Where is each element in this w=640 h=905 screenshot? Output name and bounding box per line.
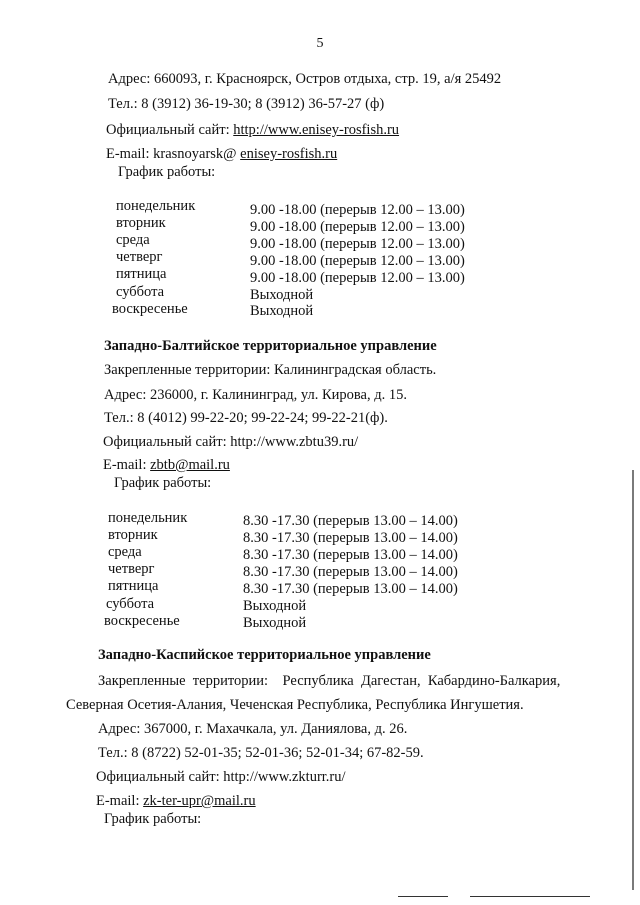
- schedule-time: 9.00 -18.00 (перерыв 12.00 – 13.00): [250, 270, 465, 286]
- phone-line: Тел.: 8 (3912) 36-19-30; 8 (3912) 36-57-27 (ф): [108, 96, 385, 112]
- schedule-day: пятница: [108, 578, 159, 594]
- schedule-day: вторник: [108, 527, 158, 543]
- schedule-time: 9.00 -18.00 (перерыв 12.00 – 13.00): [250, 219, 465, 235]
- email-line: [96, 792, 256, 810]
- email-link[interactable]: zbtb@mail.ru: [150, 457, 230, 473]
- schedule-time: 8.30 -17.30 (перерыв 13.00 – 14.00): [243, 581, 458, 597]
- territories-line-continued: Северная Осетия-Алания, Чеченская Республика, Республика Ингушетия.: [66, 697, 524, 713]
- phone-line: Тел.: 8 (8722) 52-01-35; 52-01-36; 52-01-34; 67-82-59.: [98, 745, 424, 761]
- address-line: Адрес: 367000, г. Махачкала, ул. Даниялова, д. 26.: [98, 721, 408, 737]
- page-number: 5: [316, 36, 324, 51]
- schedule-day: пятница: [116, 266, 167, 282]
- scan-artifact: [470, 896, 590, 897]
- email-line: [106, 145, 337, 163]
- site-link[interactable]: http://www.enisey-rosfish.ru: [233, 122, 400, 138]
- site-label: Официальный сайт:: [106, 122, 234, 138]
- schedule-day: понедельник: [108, 510, 188, 526]
- schedule-day: воскресенье: [104, 613, 180, 629]
- territories-line: Закрепленные территории: Калининградская область.: [104, 362, 437, 378]
- schedule-day: вторник: [116, 215, 166, 231]
- schedule-time: 9.00 -18.00 (перерыв 12.00 – 13.00): [250, 253, 465, 269]
- scan-artifact: [398, 896, 448, 897]
- schedule-time: Выходной: [250, 287, 314, 303]
- schedule-day: суббота: [116, 284, 165, 300]
- email-line: [103, 456, 230, 474]
- territories-line: Закрепленные территории: Республика Дагестан, Кабардино-Балкария,: [98, 673, 561, 689]
- schedule-time: Выходной: [243, 615, 307, 631]
- schedule-day: четверг: [116, 249, 163, 265]
- schedule-time: 9.00 -18.00 (перерыв 12.00 – 13.00): [250, 236, 465, 252]
- schedule-time: Выходной: [243, 598, 307, 614]
- schedule-day: среда: [108, 544, 142, 560]
- schedule-day: воскресенье: [112, 301, 188, 317]
- address-line: Адрес: 660093, г. Красноярск, Остров отдыха, стр. 19, а/я 25492: [108, 71, 502, 87]
- schedule-time: 8.30 -17.30 (перерыв 13.00 – 14.00): [243, 547, 458, 563]
- schedule-time: 8.30 -17.30 (перерыв 13.00 – 14.00): [243, 530, 458, 546]
- phone-line: Тел.: 8 (4012) 99-22-20; 99-22-24; 99-22-21(ф).: [104, 410, 388, 426]
- address-line: Адрес: 236000, г. Калининград, ул. Кирова, д. 15.: [104, 387, 407, 403]
- schedule-time: 8.30 -17.30 (перерыв 13.00 – 14.00): [243, 564, 458, 580]
- site-line: [106, 121, 399, 139]
- email-link[interactable]: zk-ter-upr@mail.ru: [143, 793, 256, 809]
- schedule-day: понедельник: [116, 198, 196, 214]
- email-label: E-mail: krasnoyarsk@: [106, 146, 241, 162]
- schedule-time: 8.30 -17.30 (перерыв 13.00 – 14.00): [243, 513, 458, 529]
- schedule-day: четверг: [108, 561, 155, 577]
- email-label: E-mail:: [96, 793, 144, 809]
- scan-edge-line: [632, 470, 634, 890]
- email-link[interactable]: enisey-rosfish.ru: [240, 146, 338, 162]
- site-line: Официальный сайт: http://www.zbtu39.ru/: [103, 434, 359, 450]
- email-label: E-mail:: [103, 457, 151, 473]
- schedule-title: График работы:: [114, 475, 212, 491]
- schedule-time: 9.00 -18.00 (перерыв 12.00 – 13.00): [250, 202, 465, 218]
- section-heading: Западно-Каспийское территориальное управление: [98, 647, 431, 663]
- section-heading: Западно-Балтийское территориальное управление: [104, 338, 437, 354]
- site-line: Официальный сайт: http://www.zkturr.ru/: [96, 769, 346, 785]
- schedule-day: среда: [116, 232, 150, 248]
- schedule-title: График работы:: [118, 164, 216, 180]
- schedule-day: суббота: [106, 596, 155, 612]
- schedule-time: Выходной: [250, 303, 314, 319]
- schedule-title: График работы:: [104, 811, 202, 827]
